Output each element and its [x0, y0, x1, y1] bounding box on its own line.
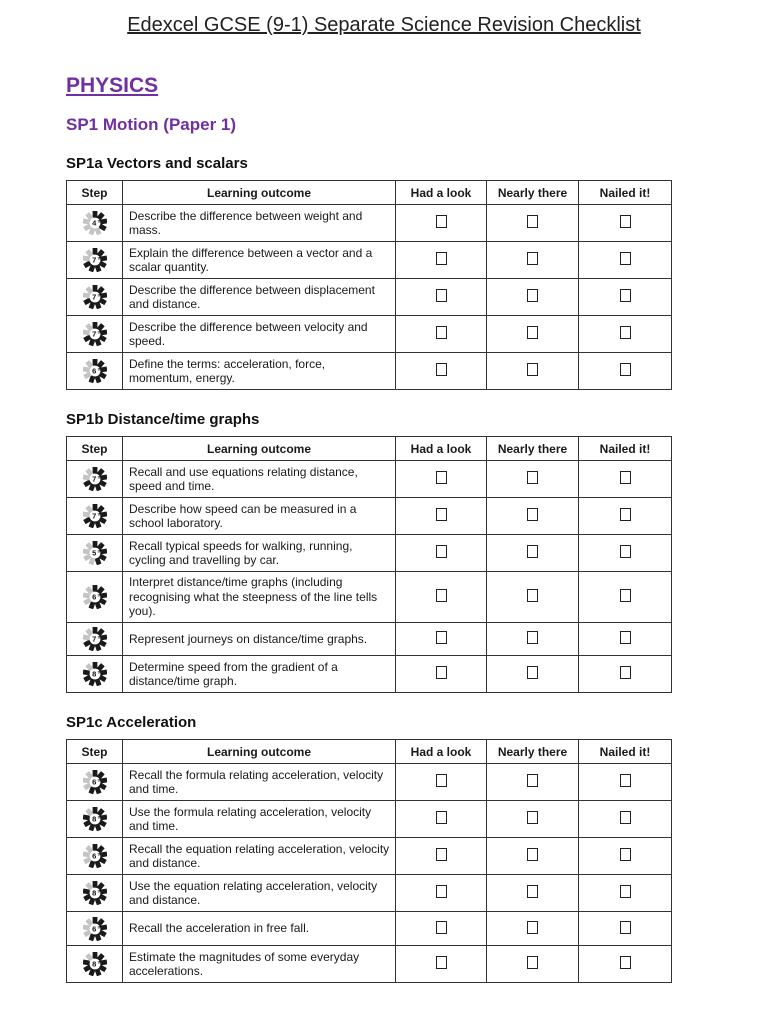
- step-cell: [67, 205, 123, 242]
- step-number: 6: [91, 777, 96, 787]
- had-a-look-checkbox[interactable]: [436, 508, 447, 521]
- step-number: 7: [91, 255, 96, 265]
- table-row: [67, 498, 672, 535]
- nearly-there-checkbox[interactable]: [527, 885, 538, 898]
- table-row: [67, 353, 672, 390]
- nailed-it-checkbox[interactable]: [620, 252, 631, 265]
- checkbox-cell: [487, 838, 579, 875]
- checkbox-cell: [396, 572, 487, 623]
- step-badge-icon: [83, 662, 107, 686]
- had-a-look-checkbox[interactable]: [436, 252, 447, 265]
- nailed-it-header: Nailed it!: [579, 437, 672, 461]
- checkbox-cell: [579, 912, 672, 946]
- had-a-look-checkbox[interactable]: [436, 774, 447, 787]
- step-cell: [67, 875, 123, 912]
- table-row: [67, 535, 672, 572]
- step-cell: [67, 946, 123, 983]
- checkbox-cell: [487, 946, 579, 983]
- nearly-there-checkbox[interactable]: [527, 848, 538, 861]
- nearly-there-checkbox[interactable]: [527, 774, 538, 787]
- checkbox-cell: [396, 205, 487, 242]
- checklist-table: [66, 739, 672, 983]
- learning-outcome: Represent journeys on distance/time graphs.: [123, 623, 396, 656]
- had-a-look-checkbox[interactable]: [436, 956, 447, 969]
- step-badge-icon: [83, 359, 107, 383]
- step-number: 7: [91, 292, 96, 302]
- table-row: [67, 461, 672, 498]
- learning-outcome: Determine speed from the gradient of a distance/time graph.: [123, 656, 396, 693]
- checkbox-cell: [487, 498, 579, 535]
- step-cell: [67, 764, 123, 801]
- had-a-look-checkbox[interactable]: [436, 921, 447, 934]
- had-a-look-checkbox[interactable]: [436, 326, 447, 339]
- learning-outcome: Estimate the magnitudes of some everyday accelerations.: [123, 946, 396, 983]
- nailed-it-checkbox[interactable]: [620, 956, 631, 969]
- svg-text:th: th: [97, 852, 101, 857]
- checkbox-cell: [579, 316, 672, 353]
- learning-outcome: Use the equation relating acceleration, velocity and distance.: [123, 875, 396, 912]
- checkbox-cell: [396, 498, 487, 535]
- step-number: 8: [91, 814, 96, 824]
- checkbox-cell: [396, 838, 487, 875]
- checkbox-cell: [487, 572, 579, 623]
- nearly-there-checkbox[interactable]: [527, 921, 538, 934]
- step-cell: [67, 353, 123, 390]
- step-number: 6: [91, 366, 96, 376]
- table-row: [67, 838, 672, 875]
- checkbox-cell: [487, 912, 579, 946]
- checkbox-cell: [579, 279, 672, 316]
- checkbox-cell: [396, 535, 487, 572]
- learning-outcome: Use the formula relating acceleration, velocity and time.: [123, 801, 396, 838]
- learning-outcome: Describe the difference between velocity and speed.: [123, 316, 396, 353]
- nailed-it-checkbox[interactable]: [620, 471, 631, 484]
- had-a-look-checkbox[interactable]: [436, 811, 447, 824]
- step-cell: [67, 279, 123, 316]
- table-row: [67, 316, 672, 353]
- step-badge-icon: [83, 952, 107, 976]
- svg-text:th: th: [97, 815, 101, 820]
- nailed-it-checkbox[interactable]: [620, 508, 631, 521]
- header-row: [67, 437, 672, 461]
- nearly-there-checkbox[interactable]: [527, 326, 538, 339]
- step-badge-icon: [83, 211, 107, 235]
- step-cell: [67, 572, 123, 623]
- nailed-it-checkbox[interactable]: [620, 215, 631, 228]
- svg-text:th: th: [97, 670, 101, 675]
- nearly-there-checkbox[interactable]: [527, 215, 538, 228]
- step-cell: [67, 838, 123, 875]
- step-number: 8: [91, 669, 96, 679]
- checkbox-cell: [579, 764, 672, 801]
- table-row: [67, 205, 672, 242]
- table-row: [67, 801, 672, 838]
- step-number: 5: [91, 548, 96, 558]
- table-row: [67, 912, 672, 946]
- outcome-header: Learning outcome: [123, 740, 396, 764]
- checkbox-cell: [487, 461, 579, 498]
- learning-outcome: Describe the difference between weight and mass.: [123, 205, 396, 242]
- svg-text:th: th: [97, 778, 101, 783]
- header-row: [67, 740, 672, 764]
- step-badge-icon: [83, 627, 107, 651]
- step-cell: [67, 656, 123, 693]
- step-number: 8: [91, 888, 96, 898]
- step-cell: [67, 316, 123, 353]
- checkbox-cell: [579, 353, 672, 390]
- step-number: 7: [91, 511, 96, 521]
- step-badge-icon: [83, 285, 107, 309]
- checkbox-cell: [579, 242, 672, 279]
- table-row: [67, 572, 672, 623]
- checklist-table: [66, 180, 672, 390]
- step-badge-icon: [83, 585, 107, 609]
- svg-text:th: th: [97, 256, 101, 261]
- had-a-look-checkbox[interactable]: [436, 631, 447, 644]
- checkbox-cell: [487, 764, 579, 801]
- svg-text:th: th: [97, 925, 101, 930]
- nearly-there-header: Nearly there: [487, 181, 579, 205]
- nearly-there-checkbox[interactable]: [527, 589, 538, 602]
- section-heading: SP1a Vectors and scalars: [66, 155, 248, 172]
- learning-outcome: Recall the acceleration in free fall.: [123, 912, 396, 946]
- checkbox-cell: [487, 801, 579, 838]
- checkbox-cell: [579, 535, 672, 572]
- nailed-it-checkbox[interactable]: [620, 848, 631, 861]
- learning-outcome: Describe how speed can be measured in a school laboratory.: [123, 498, 396, 535]
- nearly-there-checkbox[interactable]: [527, 631, 538, 644]
- nailed-it-header: Nailed it!: [579, 181, 672, 205]
- checkbox-cell: [396, 461, 487, 498]
- checkbox-cell: [487, 205, 579, 242]
- had-a-look-checkbox[interactable]: [436, 545, 447, 558]
- nearly-there-checkbox[interactable]: [527, 289, 538, 302]
- checkbox-cell: [487, 535, 579, 572]
- checkbox-cell: [487, 656, 579, 693]
- nailed-it-checkbox[interactable]: [620, 545, 631, 558]
- table-row: [67, 764, 672, 801]
- svg-text:th: th: [97, 219, 101, 224]
- step-header: Step: [67, 181, 123, 205]
- step-cell: [67, 535, 123, 572]
- had-a-look-checkbox[interactable]: [436, 885, 447, 898]
- checkbox-cell: [487, 353, 579, 390]
- table-row: [67, 623, 672, 656]
- nearly-there-checkbox[interactable]: [527, 666, 538, 679]
- had-a-look-checkbox[interactable]: [436, 848, 447, 861]
- step-cell: [67, 242, 123, 279]
- learning-outcome: Recall typical speeds for walking, running, cycling and travelling by car.: [123, 535, 396, 572]
- svg-text:th: th: [97, 293, 101, 298]
- checkbox-cell: [579, 801, 672, 838]
- had-a-look-checkbox[interactable]: [436, 289, 447, 302]
- svg-text:th: th: [97, 889, 101, 894]
- step-badge-icon: [83, 541, 107, 565]
- checkbox-cell: [396, 764, 487, 801]
- step-cell: [67, 461, 123, 498]
- learning-outcome: Interpret distance/time graphs (including recognising what the steepness of the line tells you).: [123, 572, 396, 623]
- nailed-it-checkbox[interactable]: [620, 326, 631, 339]
- step-number: 7: [91, 329, 96, 339]
- svg-text:th: th: [97, 367, 101, 372]
- nearly-there-checkbox[interactable]: [527, 252, 538, 265]
- learning-outcome: Recall the equation relating acceleration, velocity and distance.: [123, 838, 396, 875]
- checkbox-cell: [396, 912, 487, 946]
- step-number: 6: [91, 851, 96, 861]
- had-a-look-checkbox[interactable]: [436, 589, 447, 602]
- document-title: Edexcel GCSE (9-1) Separate Science Revision Checklist: [127, 14, 641, 36]
- section-heading: SP1b Distance/time graphs: [66, 411, 260, 428]
- checkbox-cell: [579, 946, 672, 983]
- nearly-there-checkbox[interactable]: [527, 471, 538, 484]
- had-a-look-header: Had a look: [396, 437, 487, 461]
- table-row: [67, 242, 672, 279]
- svg-text:th: th: [97, 549, 101, 554]
- checkbox-cell: [579, 875, 672, 912]
- step-cell: [67, 498, 123, 535]
- checkbox-cell: [396, 801, 487, 838]
- checkbox-cell: [579, 623, 672, 656]
- checkbox-cell: [579, 205, 672, 242]
- checkbox-cell: [396, 946, 487, 983]
- step-cell: [67, 623, 123, 656]
- nailed-it-checkbox[interactable]: [620, 774, 631, 787]
- svg-text:th: th: [97, 475, 101, 480]
- step-number: 4: [91, 218, 96, 228]
- outcome-header: Learning outcome: [123, 437, 396, 461]
- svg-text:th: th: [97, 635, 101, 640]
- checkbox-cell: [487, 316, 579, 353]
- had-a-look-checkbox[interactable]: [436, 471, 447, 484]
- svg-text:th: th: [97, 593, 101, 598]
- checkbox-cell: [487, 242, 579, 279]
- step-badge-icon: [83, 807, 107, 831]
- step-badge-icon: [83, 844, 107, 868]
- learning-outcome: Explain the difference between a vector and a scalar quantity.: [123, 242, 396, 279]
- step-number: 6: [91, 924, 96, 934]
- step-badge-icon: [83, 881, 107, 905]
- section-heading: SP1c Acceleration: [66, 714, 197, 731]
- checkbox-cell: [579, 838, 672, 875]
- nailed-it-checkbox[interactable]: [620, 289, 631, 302]
- had-a-look-checkbox[interactable]: [436, 363, 447, 376]
- checkbox-cell: [396, 353, 487, 390]
- step-number: 7: [91, 634, 96, 644]
- nearly-there-checkbox[interactable]: [527, 956, 538, 969]
- learning-outcome: Describe the difference between displacement and distance.: [123, 279, 396, 316]
- checkbox-cell: [487, 279, 579, 316]
- had-a-look-checkbox[interactable]: [436, 215, 447, 228]
- step-badge-icon: [83, 248, 107, 272]
- checkbox-cell: [396, 656, 487, 693]
- had-a-look-header: Had a look: [396, 740, 487, 764]
- checkbox-cell: [487, 623, 579, 656]
- nearly-there-header: Nearly there: [487, 740, 579, 764]
- step-badge-icon: [83, 770, 107, 794]
- table-row: [67, 946, 672, 983]
- nearly-there-header: Nearly there: [487, 437, 579, 461]
- table-row: [67, 279, 672, 316]
- nailed-it-checkbox[interactable]: [620, 589, 631, 602]
- learning-outcome: Define the terms: acceleration, force, momentum, energy.: [123, 353, 396, 390]
- checkbox-cell: [579, 572, 672, 623]
- nearly-there-checkbox[interactable]: [527, 363, 538, 376]
- checklist-table: [66, 436, 672, 693]
- step-badge-icon: [83, 467, 107, 491]
- checkbox-cell: [579, 498, 672, 535]
- outcome-header: Learning outcome: [123, 181, 396, 205]
- checkbox-cell: [396, 279, 487, 316]
- svg-text:th: th: [97, 330, 101, 335]
- nailed-it-checkbox[interactable]: [620, 631, 631, 644]
- step-header: Step: [67, 437, 123, 461]
- step-number: 6: [91, 592, 96, 602]
- checkbox-cell: [579, 461, 672, 498]
- svg-text:th: th: [97, 960, 101, 965]
- had-a-look-header: Had a look: [396, 181, 487, 205]
- checkbox-cell: [396, 242, 487, 279]
- unit-heading: SP1 Motion (Paper 1): [66, 115, 237, 134]
- step-cell: [67, 801, 123, 838]
- nailed-it-checkbox[interactable]: [620, 363, 631, 376]
- nailed-it-checkbox[interactable]: [620, 666, 631, 679]
- step-cell: [67, 912, 123, 946]
- table-row: [67, 875, 672, 912]
- learning-outcome: Recall and use equations relating distance, speed and time.: [123, 461, 396, 498]
- table-row: [67, 656, 672, 693]
- nailed-it-checkbox[interactable]: [620, 811, 631, 824]
- checkbox-cell: [396, 623, 487, 656]
- nailed-it-header: Nailed it!: [579, 740, 672, 764]
- checkbox-cell: [487, 875, 579, 912]
- step-badge-icon: [83, 504, 107, 528]
- checkbox-cell: [396, 875, 487, 912]
- svg-text:th: th: [97, 512, 101, 517]
- step-badge-icon: [83, 917, 107, 941]
- nailed-it-checkbox[interactable]: [620, 921, 631, 934]
- checkbox-cell: [396, 316, 487, 353]
- nearly-there-checkbox[interactable]: [527, 545, 538, 558]
- checkbox-cell: [579, 656, 672, 693]
- step-header: Step: [67, 740, 123, 764]
- subject-heading: PHYSICS: [66, 74, 159, 97]
- step-badge-icon: [83, 322, 107, 346]
- nailed-it-checkbox[interactable]: [620, 885, 631, 898]
- step-number: 8: [91, 959, 96, 969]
- header-row: [67, 181, 672, 205]
- nearly-there-checkbox[interactable]: [527, 811, 538, 824]
- nearly-there-checkbox[interactable]: [527, 508, 538, 521]
- step-number: 7: [91, 474, 96, 484]
- had-a-look-checkbox[interactable]: [436, 666, 447, 679]
- learning-outcome: Recall the formula relating acceleration, velocity and time.: [123, 764, 396, 801]
